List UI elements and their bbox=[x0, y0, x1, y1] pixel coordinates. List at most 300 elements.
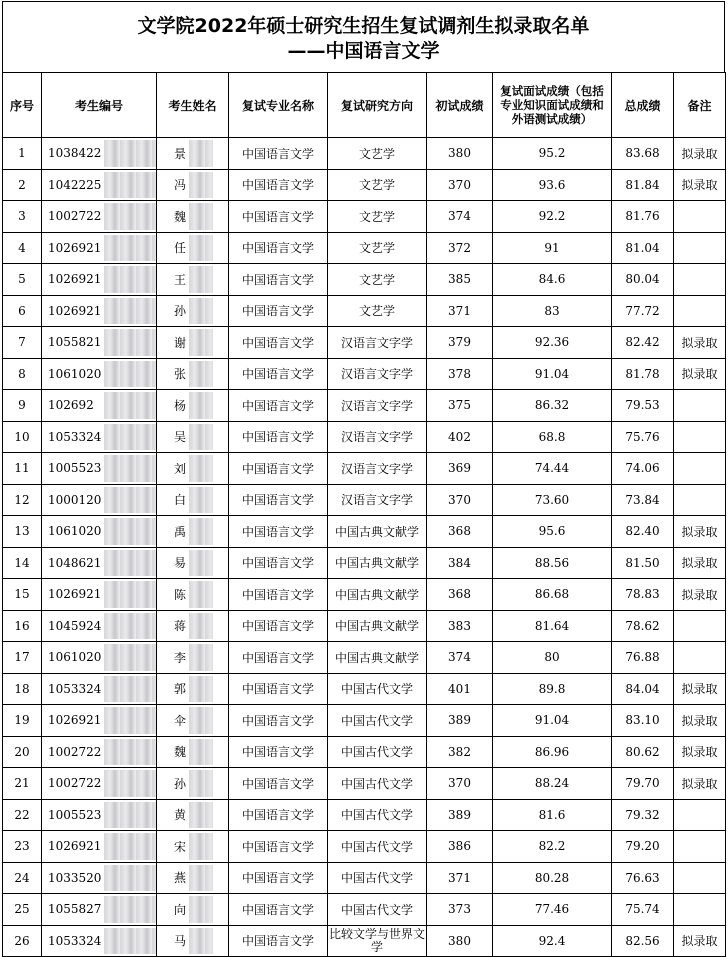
cell-name-text: 宋 bbox=[174, 839, 187, 854]
cell-exam-id-text: 1033520 bbox=[48, 870, 102, 885]
table-row bbox=[3, 232, 726, 264]
cell-total-score bbox=[612, 547, 674, 579]
redaction-blur bbox=[104, 266, 156, 293]
cell-name-text: 景 bbox=[174, 146, 187, 161]
cell-retest-score bbox=[493, 138, 612, 170]
cell-retest-score bbox=[493, 484, 612, 516]
cell-major-text: 中国语言文学 bbox=[241, 619, 314, 634]
cell-initial-score-text: 375 bbox=[448, 398, 471, 413]
cell-total-score bbox=[612, 295, 674, 327]
cell-name bbox=[157, 925, 229, 957]
cell-direction bbox=[328, 358, 427, 390]
cell-retest-score bbox=[493, 327, 612, 359]
cell-major-text: 中国语言文学 bbox=[241, 776, 314, 791]
cell-direction-text: 文艺学 bbox=[358, 178, 395, 193]
cell-direction-text: 中国古代文学 bbox=[340, 776, 413, 791]
cell-major-text: 中国语言文学 bbox=[241, 650, 314, 665]
cell-retest-score bbox=[493, 736, 612, 768]
cell-direction bbox=[328, 925, 427, 957]
cell-no-text: 3 bbox=[18, 209, 26, 224]
cell-no-text: 11 bbox=[14, 461, 30, 476]
table-row bbox=[3, 169, 726, 201]
cell-retest-score bbox=[493, 799, 612, 831]
cell-exam-id-text: 1026921 bbox=[48, 303, 102, 318]
cell-no bbox=[3, 295, 42, 327]
cell-total-score-text: 78.83 bbox=[625, 587, 660, 602]
cell-initial-score bbox=[427, 390, 493, 422]
cell-name bbox=[157, 673, 229, 705]
table-row bbox=[3, 421, 726, 453]
cell-exam-id-text: 1026921 bbox=[48, 839, 102, 854]
cell-initial-score-text: 371 bbox=[448, 870, 471, 885]
redaction-blur bbox=[189, 644, 213, 671]
cell-name bbox=[157, 862, 229, 894]
cell-major bbox=[229, 421, 328, 453]
cell-exam-id-text: 1053324 bbox=[48, 933, 102, 948]
document-subtitle: ——中国语言文学 bbox=[287, 40, 440, 62]
cell-name bbox=[157, 453, 229, 485]
cell-no bbox=[3, 579, 42, 611]
cell-direction-text: 中国古代文学 bbox=[340, 839, 413, 854]
table-row bbox=[3, 862, 726, 894]
cell-major-text: 中国语言文学 bbox=[241, 871, 314, 886]
cell-initial-score bbox=[427, 799, 493, 831]
cell-major bbox=[229, 579, 328, 611]
cell-exam-id bbox=[42, 516, 157, 548]
cell-initial-score-text: 372 bbox=[448, 240, 471, 255]
cell-no bbox=[3, 390, 42, 422]
cell-exam-id-text: 1026921 bbox=[48, 272, 102, 287]
redaction-blur bbox=[189, 235, 213, 262]
header-no: 序号 bbox=[3, 73, 42, 138]
cell-major-text: 中国语言文学 bbox=[241, 367, 314, 382]
cell-no-text: 23 bbox=[14, 839, 30, 854]
cell-retest-score-text: 86.96 bbox=[534, 744, 570, 759]
cell-total-score bbox=[612, 894, 674, 926]
cell-retest-score-text: 91.04 bbox=[534, 713, 570, 728]
cell-no-text: 5 bbox=[18, 272, 26, 287]
cell-major-text: 中国语言文学 bbox=[241, 493, 314, 508]
redaction-blur bbox=[189, 739, 213, 766]
redaction-blur bbox=[189, 518, 213, 545]
cell-no-text: 7 bbox=[18, 335, 26, 350]
cell-no-text: 26 bbox=[14, 933, 30, 948]
cell-exam-id-text: 1026921 bbox=[48, 713, 102, 728]
cell-direction bbox=[328, 579, 427, 611]
cell-direction-text: 中国古代文学 bbox=[340, 745, 413, 760]
redaction-blur bbox=[104, 172, 156, 199]
cell-initial-score-text: 371 bbox=[448, 303, 471, 318]
cell-total-score bbox=[612, 169, 674, 201]
cell-initial-score bbox=[427, 736, 493, 768]
cell-exam-id-text: 1045924 bbox=[48, 618, 102, 633]
cell-name-text: 吴 bbox=[174, 430, 187, 445]
cell-retest-score bbox=[493, 673, 612, 705]
cell-exam-id-text: 1053324 bbox=[48, 429, 102, 444]
header-name: 考生姓名 bbox=[157, 73, 229, 138]
cell-direction bbox=[328, 169, 427, 201]
cell-no bbox=[3, 925, 42, 957]
cell-direction-text: 汉语言文字学 bbox=[340, 493, 413, 508]
cell-note-text: 拟录取 bbox=[681, 146, 718, 161]
cell-major bbox=[229, 516, 328, 548]
cell-total-score bbox=[612, 516, 674, 548]
cell-name-text: 向 bbox=[174, 902, 187, 917]
cell-total-score bbox=[612, 768, 674, 800]
cell-note-text: 拟录取 bbox=[681, 556, 718, 571]
cell-direction-text: 汉语言文字学 bbox=[340, 461, 413, 476]
table-row bbox=[3, 799, 726, 831]
cell-retest-score-text: 91 bbox=[544, 240, 560, 255]
cell-retest-score-text: 88.56 bbox=[534, 555, 570, 570]
cell-total-score-text: 75.74 bbox=[625, 902, 660, 917]
cell-major-text: 中国语言文学 bbox=[241, 241, 314, 256]
cell-exam-id-text: 1002722 bbox=[48, 776, 102, 791]
cell-total-score-text: 81.76 bbox=[625, 209, 660, 224]
header-direction: 复试研究方向 bbox=[328, 73, 427, 138]
cell-total-score-text: 83.10 bbox=[625, 713, 660, 728]
redaction-blur bbox=[104, 203, 156, 230]
cell-total-score bbox=[612, 390, 674, 422]
cell-initial-score bbox=[427, 894, 493, 926]
cell-retest-score-text: 77.46 bbox=[534, 902, 570, 917]
cell-direction-text: 中国古典文献学 bbox=[334, 650, 419, 665]
cell-major-text: 中国语言文学 bbox=[241, 272, 314, 287]
redaction-blur bbox=[189, 172, 213, 199]
cell-name-text: 魏 bbox=[174, 745, 187, 760]
cell-major bbox=[229, 925, 328, 957]
cell-direction-text: 中国古代文学 bbox=[340, 682, 413, 697]
cell-no-text: 14 bbox=[14, 555, 30, 570]
cell-major bbox=[229, 484, 328, 516]
cell-direction bbox=[328, 610, 427, 642]
redaction-blur bbox=[189, 487, 213, 514]
cell-note-text: 拟录取 bbox=[681, 745, 718, 760]
cell-no bbox=[3, 232, 42, 264]
redaction-blur bbox=[189, 928, 213, 955]
cell-direction-text: 汉语言文字学 bbox=[340, 430, 413, 445]
cell-name bbox=[157, 736, 229, 768]
redaction-blur bbox=[104, 896, 156, 923]
cell-total-score bbox=[612, 862, 674, 894]
cell-name bbox=[157, 705, 229, 737]
cell-retest-score-text: 86.68 bbox=[534, 587, 570, 602]
redaction-blur bbox=[189, 392, 213, 419]
cell-note bbox=[674, 894, 726, 926]
cell-retest-score bbox=[493, 547, 612, 579]
cell-major-text: 中国语言文学 bbox=[241, 524, 314, 539]
cell-total-score-text: 81.50 bbox=[625, 555, 660, 570]
cell-name-text: 白 bbox=[174, 493, 187, 508]
cell-major-text: 中国语言文学 bbox=[241, 461, 314, 476]
cell-direction-text: 文艺学 bbox=[358, 146, 395, 161]
redaction-blur bbox=[189, 896, 213, 923]
cell-no bbox=[3, 484, 42, 516]
cell-direction-text: 汉语言文字学 bbox=[340, 367, 413, 382]
cell-retest-score bbox=[493, 705, 612, 737]
cell-major-text: 中国语言文学 bbox=[241, 902, 314, 917]
cell-major bbox=[229, 358, 328, 390]
cell-name-text: 谢 bbox=[174, 335, 187, 350]
cell-major-text: 中国语言文学 bbox=[241, 839, 314, 854]
cell-name-text: 刘 bbox=[174, 461, 187, 476]
cell-note bbox=[674, 925, 726, 957]
cell-no-text: 19 bbox=[14, 713, 30, 728]
redaction-blur bbox=[104, 865, 156, 892]
cell-no bbox=[3, 673, 42, 705]
redaction-blur bbox=[104, 928, 156, 955]
cell-name-text: 任 bbox=[174, 241, 187, 256]
cell-initial-score-text: 380 bbox=[448, 933, 471, 948]
redaction-blur bbox=[104, 707, 156, 734]
cell-retest-score bbox=[493, 610, 612, 642]
cell-no-text: 13 bbox=[14, 524, 30, 539]
cell-note-text: 拟录取 bbox=[681, 335, 718, 350]
cell-no bbox=[3, 358, 42, 390]
cell-initial-score bbox=[427, 579, 493, 611]
redaction-blur bbox=[104, 581, 156, 608]
header-total-score: 总成绩 bbox=[612, 73, 674, 138]
cell-major bbox=[229, 831, 328, 863]
cell-major bbox=[229, 642, 328, 674]
cell-name bbox=[157, 295, 229, 327]
cell-name bbox=[157, 831, 229, 863]
cell-major bbox=[229, 705, 328, 737]
cell-total-score bbox=[612, 799, 674, 831]
cell-no-text: 1 bbox=[18, 146, 26, 161]
cell-name bbox=[157, 169, 229, 201]
cell-no-text: 12 bbox=[14, 492, 30, 507]
cell-retest-score-text: 83 bbox=[544, 303, 560, 318]
cell-no-text: 9 bbox=[18, 398, 26, 413]
document-title: 文学院2022年硕士研究生招生复试调剂生拟录取名单 bbox=[137, 15, 590, 37]
cell-initial-score-text: 368 bbox=[448, 524, 471, 539]
cell-initial-score-text: 370 bbox=[448, 177, 471, 192]
cell-initial-score bbox=[427, 201, 493, 233]
cell-total-score bbox=[612, 327, 674, 359]
cell-note bbox=[674, 736, 726, 768]
cell-no bbox=[3, 169, 42, 201]
redaction-blur bbox=[189, 802, 213, 829]
cell-name-text: 王 bbox=[174, 272, 187, 287]
cell-name bbox=[157, 138, 229, 170]
cell-major-text: 中国语言文学 bbox=[241, 682, 314, 697]
cell-initial-score-text: 386 bbox=[448, 839, 471, 854]
cell-major bbox=[229, 453, 328, 485]
redaction-blur bbox=[104, 235, 156, 262]
cell-retest-score bbox=[493, 358, 612, 390]
cell-retest-score-text: 81.6 bbox=[538, 807, 566, 822]
cell-direction bbox=[328, 547, 427, 579]
redaction-blur bbox=[189, 707, 213, 734]
cell-retest-score-text: 82.2 bbox=[538, 839, 566, 854]
cell-total-score-text: 76.63 bbox=[625, 870, 660, 885]
cell-major bbox=[229, 610, 328, 642]
cell-note bbox=[674, 547, 726, 579]
cell-direction bbox=[328, 484, 427, 516]
cell-retest-score bbox=[493, 295, 612, 327]
cell-total-score-text: 82.42 bbox=[625, 335, 660, 350]
cell-retest-score bbox=[493, 894, 612, 926]
cell-note bbox=[674, 453, 726, 485]
cell-major-text: 中国语言文学 bbox=[241, 556, 314, 571]
cell-initial-score bbox=[427, 862, 493, 894]
cell-no-text: 16 bbox=[14, 618, 30, 633]
cell-direction-text: 汉语言文字学 bbox=[340, 335, 413, 350]
cell-retest-score bbox=[493, 232, 612, 264]
cell-exam-id-text: 1005523 bbox=[48, 461, 102, 476]
cell-direction bbox=[328, 768, 427, 800]
cell-exam-id bbox=[42, 831, 157, 863]
cell-retest-score bbox=[493, 642, 612, 674]
redaction-blur bbox=[189, 613, 213, 640]
cell-major bbox=[229, 894, 328, 926]
table-row bbox=[3, 642, 726, 674]
cell-note bbox=[674, 264, 726, 296]
cell-direction bbox=[328, 736, 427, 768]
cell-initial-score-text: 379 bbox=[448, 335, 471, 350]
redaction-blur bbox=[189, 676, 213, 703]
cell-direction bbox=[328, 264, 427, 296]
table-row bbox=[3, 264, 726, 296]
cell-name-text: 孙 bbox=[174, 304, 187, 319]
cell-name-text: 杨 bbox=[174, 398, 187, 413]
table-row bbox=[3, 831, 726, 863]
cell-retest-score bbox=[493, 516, 612, 548]
cell-initial-score bbox=[427, 831, 493, 863]
cell-major-text: 中国语言文学 bbox=[241, 335, 314, 350]
cell-exam-id-text: 1061020 bbox=[48, 524, 102, 539]
cell-exam-id bbox=[42, 799, 157, 831]
cell-total-score bbox=[612, 705, 674, 737]
cell-direction-text: 中国古代文学 bbox=[340, 713, 413, 728]
cell-retest-score-text: 92.2 bbox=[538, 209, 566, 224]
cell-retest-score-text: 92.36 bbox=[534, 335, 570, 350]
cell-total-score-text: 81.04 bbox=[625, 240, 660, 255]
redaction-blur bbox=[104, 518, 156, 545]
cell-total-score bbox=[612, 201, 674, 233]
cell-exam-id-text: 1002722 bbox=[48, 744, 102, 759]
cell-exam-id-text: 1055827 bbox=[48, 902, 102, 917]
cell-total-score bbox=[612, 232, 674, 264]
table-row bbox=[3, 894, 726, 926]
cell-major bbox=[229, 799, 328, 831]
cell-major bbox=[229, 673, 328, 705]
cell-exam-id-text: 1038422 bbox=[48, 146, 102, 161]
cell-no bbox=[3, 201, 42, 233]
cell-exam-id bbox=[42, 768, 157, 800]
table-row bbox=[3, 327, 726, 359]
cell-direction bbox=[328, 327, 427, 359]
cell-name-text: 魏 bbox=[174, 209, 187, 224]
table-row bbox=[3, 673, 726, 705]
cell-retest-score-text: 73.60 bbox=[534, 492, 570, 507]
cell-note-text: 拟录取 bbox=[681, 587, 718, 602]
cell-note bbox=[674, 138, 726, 170]
cell-total-score-text: 81.78 bbox=[625, 366, 660, 381]
cell-direction bbox=[328, 390, 427, 422]
cell-note bbox=[674, 642, 726, 674]
cell-exam-id bbox=[42, 484, 157, 516]
cell-name bbox=[157, 768, 229, 800]
cell-retest-score bbox=[493, 421, 612, 453]
cell-exam-id bbox=[42, 358, 157, 390]
cell-retest-score bbox=[493, 390, 612, 422]
cell-note bbox=[674, 484, 726, 516]
cell-name bbox=[157, 642, 229, 674]
cell-exam-id bbox=[42, 232, 157, 264]
cell-no-text: 15 bbox=[14, 587, 30, 602]
cell-total-score bbox=[612, 925, 674, 957]
cell-no-text: 21 bbox=[14, 776, 30, 791]
cell-total-score bbox=[612, 673, 674, 705]
redaction-blur bbox=[104, 487, 156, 514]
cell-initial-score-text: 384 bbox=[448, 555, 471, 570]
cell-name-text: 禹 bbox=[174, 524, 187, 539]
cell-note-text: 拟录取 bbox=[681, 713, 718, 728]
cell-name bbox=[157, 232, 229, 264]
table-row bbox=[3, 768, 726, 800]
cell-exam-id bbox=[42, 925, 157, 957]
cell-retest-score-text: 95.2 bbox=[538, 146, 566, 161]
cell-retest-score-text: 80 bbox=[544, 650, 560, 665]
redaction-blur bbox=[189, 770, 213, 797]
cell-name-text: 孙 bbox=[174, 776, 187, 791]
cell-direction-text: 文艺学 bbox=[358, 209, 395, 224]
cell-major-text: 中国语言文学 bbox=[241, 587, 314, 602]
cell-exam-id bbox=[42, 547, 157, 579]
cell-exam-id bbox=[42, 673, 157, 705]
redaction-blur bbox=[104, 392, 156, 419]
cell-initial-score-text: 383 bbox=[448, 618, 471, 633]
cell-exam-id bbox=[42, 705, 157, 737]
redaction-blur bbox=[104, 739, 156, 766]
cell-direction bbox=[328, 705, 427, 737]
cell-total-score-text: 78.62 bbox=[625, 618, 660, 633]
cell-retest-score-text: 86.32 bbox=[534, 398, 570, 413]
cell-retest-score-text: 80.28 bbox=[534, 870, 570, 885]
redaction-blur bbox=[189, 140, 213, 167]
cell-retest-score-text: 74.44 bbox=[534, 461, 570, 476]
cell-initial-score-text: 374 bbox=[448, 650, 471, 665]
cell-no-text: 18 bbox=[14, 681, 30, 696]
cell-name bbox=[157, 547, 229, 579]
redaction-blur bbox=[104, 644, 156, 671]
cell-exam-id-text: 1000120 bbox=[48, 492, 102, 507]
cell-no-text: 25 bbox=[14, 902, 30, 917]
cell-direction bbox=[328, 421, 427, 453]
redaction-blur bbox=[189, 361, 213, 388]
cell-initial-score bbox=[427, 453, 493, 485]
cell-major bbox=[229, 138, 328, 170]
cell-major bbox=[229, 390, 328, 422]
cell-total-score bbox=[612, 484, 674, 516]
cell-retest-score-text: 92.4 bbox=[538, 933, 566, 948]
cell-major-text: 中国语言文学 bbox=[241, 745, 314, 760]
cell-total-score-text: 81.84 bbox=[625, 177, 660, 192]
cell-no bbox=[3, 421, 42, 453]
cell-name bbox=[157, 894, 229, 926]
cell-no bbox=[3, 453, 42, 485]
cell-note bbox=[674, 295, 726, 327]
cell-no-text: 8 bbox=[18, 366, 26, 381]
redaction-blur bbox=[189, 203, 213, 230]
cell-retest-score bbox=[493, 264, 612, 296]
cell-note bbox=[674, 390, 726, 422]
table-row bbox=[3, 736, 726, 768]
header-note: 备注 bbox=[674, 73, 726, 138]
cell-name-text: 马 bbox=[174, 934, 187, 949]
